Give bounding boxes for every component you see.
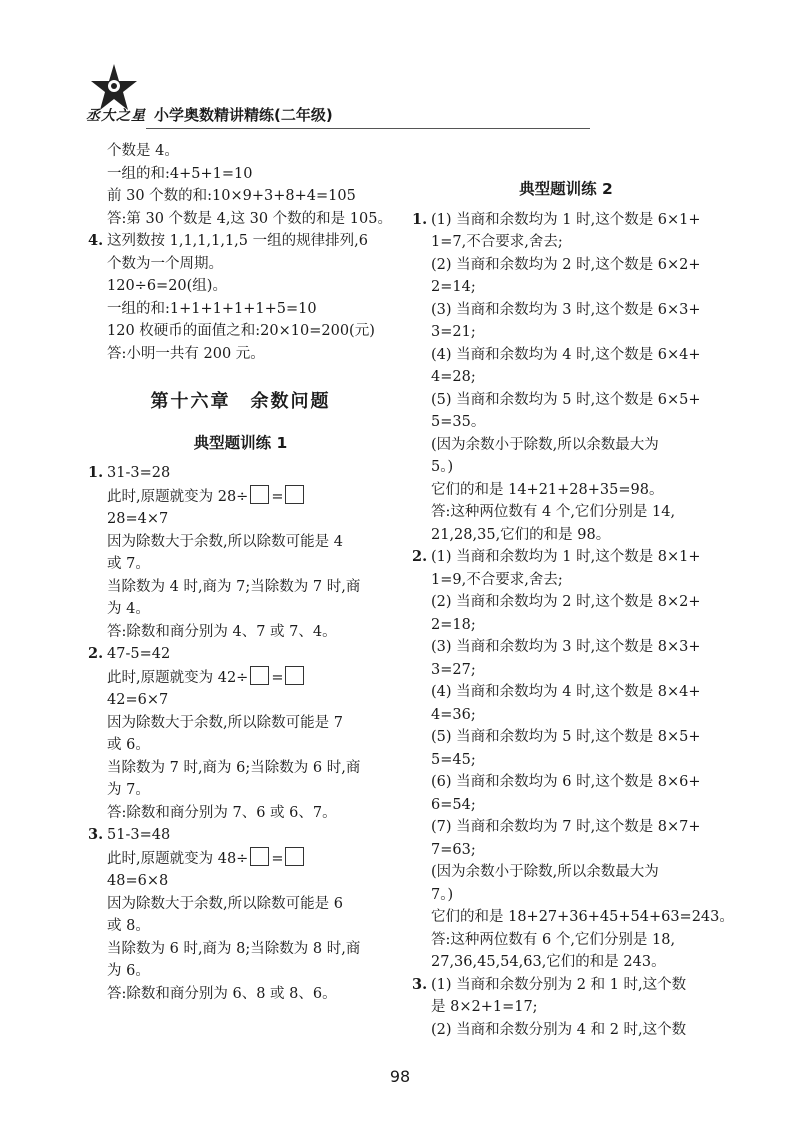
text-line: 或 7。: [107, 556, 150, 572]
text-line: 当除数为 4 时,商为 7;当除数为 7 时,商: [107, 578, 361, 595]
text-line: 为 7。: [107, 782, 150, 798]
text-line: 51-3=48: [107, 827, 171, 843]
text-line: 因为除数大于余数,所以除数可能是 7: [107, 714, 343, 731]
text-line: 5=45;: [431, 751, 476, 768]
text-line: 28=4×7: [107, 511, 169, 527]
answer-box: [250, 666, 269, 685]
text-line: (5) 当商和余数均为 5 时,这个数是 6×5+: [431, 391, 701, 408]
question-number: 4.: [88, 232, 104, 249]
section-title: 典型题训练 1: [193, 433, 288, 452]
question-3: [88, 824, 393, 1005]
answer-box: [285, 847, 304, 866]
question-number: 3.: [412, 975, 428, 993]
text-line: 7。): [431, 886, 454, 903]
question-2: [88, 643, 393, 824]
section-title: 典型题训练 2: [519, 180, 613, 198]
text-line: 前 30 个数的和:10×9+3+8+4=105: [107, 188, 356, 204]
page-header: [86, 62, 506, 132]
text-line: (6) 当商和余数均为 6 时,这个数是 8×6+: [431, 774, 701, 790]
text-line: 答:第 30 个数是 4,这 30 个数的和是 105。: [107, 210, 392, 227]
question-number: 2.: [412, 548, 428, 565]
text-line: 此时,原题就变为 42÷: [107, 669, 249, 686]
text-line: 6=54;: [431, 796, 476, 813]
text-line: 因为除数大于余数,所以除数可能是 6: [107, 895, 343, 912]
answer-box: [285, 485, 304, 504]
text-line: 答:这种两位数有 4 个,它们分别是 14,: [431, 504, 676, 520]
text-line: 个数是 4。: [107, 143, 179, 159]
continued-answer: [88, 140, 393, 230]
header-rule: [146, 128, 590, 129]
equals-sign: =: [271, 669, 284, 686]
text-line: 为 6。: [107, 963, 150, 979]
text-line: (7) 当商和余数均为 7 时,这个数是 8×7+: [431, 819, 701, 835]
text-line: 2=14;: [431, 279, 476, 295]
book-title: 小学奥数精讲精练(二年级): [154, 106, 333, 124]
answer-box: [285, 666, 304, 685]
text-line: 1=9,不合要求,舍去;: [431, 571, 563, 588]
text-line: (2) 当商和余数均为 2 时,这个数是 8×2+: [431, 594, 701, 610]
text-line: 2=18;: [431, 616, 476, 633]
text-line: 42=6×7: [107, 692, 169, 708]
text-line: 27,36,45,54,63,它们的和是 243。: [431, 954, 666, 970]
text-line: 答:除数和商分别为 4、7 或 7、4。: [107, 623, 337, 640]
text-line: 答:除数和商分别为 6、8 或 8、6。: [107, 985, 337, 1002]
text-line: (4) 当商和余数均为 4 时,这个数是 8×4+: [431, 684, 701, 700]
text-line: (5) 当商和余数均为 5 时,这个数是 8×5+: [431, 729, 701, 745]
question-4: [88, 230, 393, 365]
text-line: 答:除数和商分别为 7、6 或 6、7。: [107, 804, 337, 821]
text-line: 当除数为 6 时,商为 8;当除数为 8 时,商: [107, 940, 361, 957]
logo-text: 丞大之星: [86, 108, 146, 124]
text-line: 5。): [431, 459, 454, 475]
question-2: [412, 546, 734, 974]
text-line: 一组的和:4+5+1=10: [107, 165, 253, 182]
page-number: 98: [389, 1067, 411, 1086]
text-line: 个数为一个周期。: [107, 255, 223, 272]
text-line: (2) 当商和余数均为 2 时,这个数是 6×2+: [431, 256, 701, 273]
chapter-title: 第十六章 余数问题: [150, 391, 331, 412]
question-number: 2.: [88, 645, 104, 662]
left-column: [88, 140, 393, 1005]
answer-box: [250, 847, 269, 866]
text-line: 或 6。: [107, 737, 150, 753]
text-line: (3) 当商和余数均为 3 时,这个数是 6×3+: [431, 301, 701, 318]
text-line: 5=35。: [431, 414, 486, 430]
equals-sign: =: [271, 488, 284, 505]
text-line: 答:小明一共有 200 元。: [107, 345, 265, 362]
text-line: (3) 当商和余数均为 3 时,这个数是 8×3+: [431, 639, 701, 655]
text-line: 1=7,不合要求,舍去;: [431, 234, 563, 250]
text-line: (1) 当商和余数分别为 2 和 1 时,这个数: [431, 976, 687, 993]
text-line: 是 8×2+1=17;: [431, 999, 538, 1015]
text-line: 3=21;: [431, 324, 476, 340]
text-line: 4=36;: [431, 706, 476, 723]
text-line: (2) 当商和余数分别为 4 和 2 时,这个数: [431, 1021, 687, 1038]
text-line: 120÷6=20(组)。: [107, 278, 227, 294]
equals-sign: =: [271, 850, 284, 867]
text-line: (因为余数小于除数,所以余数最大为: [431, 864, 659, 880]
text-line: 它们的和是 18+27+36+45+54+63=243。: [431, 909, 734, 925]
text-line: 47-5=42: [107, 646, 171, 662]
text-line: 或 8。: [107, 918, 150, 934]
text-line: 120 枚硬币的面值之和:20×10=200(元): [107, 323, 375, 339]
text-line: 答:这种两位数有 6 个,它们分别是 18,: [431, 931, 676, 948]
text-line: 当除数为 7 时,商为 6;当除数为 6 时,商: [107, 759, 361, 776]
answer-box: [250, 485, 269, 504]
question-3: [412, 974, 720, 1042]
text-line: (4) 当商和余数均为 4 时,这个数是 6×4+: [431, 346, 701, 363]
text-line: 为 4。: [107, 601, 150, 617]
text-line: 一组的和:1+1+1+1+1+5=10: [107, 300, 317, 317]
question-number: 1.: [412, 210, 428, 228]
text-line: 7=63;: [431, 841, 476, 858]
text-line: 4=28;: [431, 369, 476, 385]
text-line: (1) 当商和余数均为 1 时,这个数是 8×1+: [431, 549, 701, 565]
text-line: 31-3=28: [107, 465, 171, 481]
text-line: 此时,原题就变为 48÷: [107, 850, 249, 867]
text-line: 21,28,35,它们的和是 98。: [431, 526, 611, 543]
question-number: 3.: [88, 826, 104, 843]
text-line: 48=6×8: [107, 873, 169, 889]
question-number: 1.: [88, 464, 104, 481]
text-line: 这列数按 1,1,1,1,1,5 一组的规律排列,6: [107, 233, 368, 249]
text-line: 它们的和是 14+21+28+35=98。: [431, 481, 664, 498]
question-1: [88, 462, 393, 643]
right-column: [412, 178, 734, 1041]
question-1: [412, 209, 720, 547]
text-line: (1) 当商和余数均为 1 时,这个数是 6×1+: [431, 211, 701, 228]
text-line: 因为除数大于余数,所以除数可能是 4: [107, 533, 343, 550]
text-line: 此时,原题就变为 28÷: [107, 488, 249, 505]
text-line: 3=27;: [431, 661, 476, 678]
text-line: (因为余数小于除数,所以余数最大为: [431, 436, 659, 453]
